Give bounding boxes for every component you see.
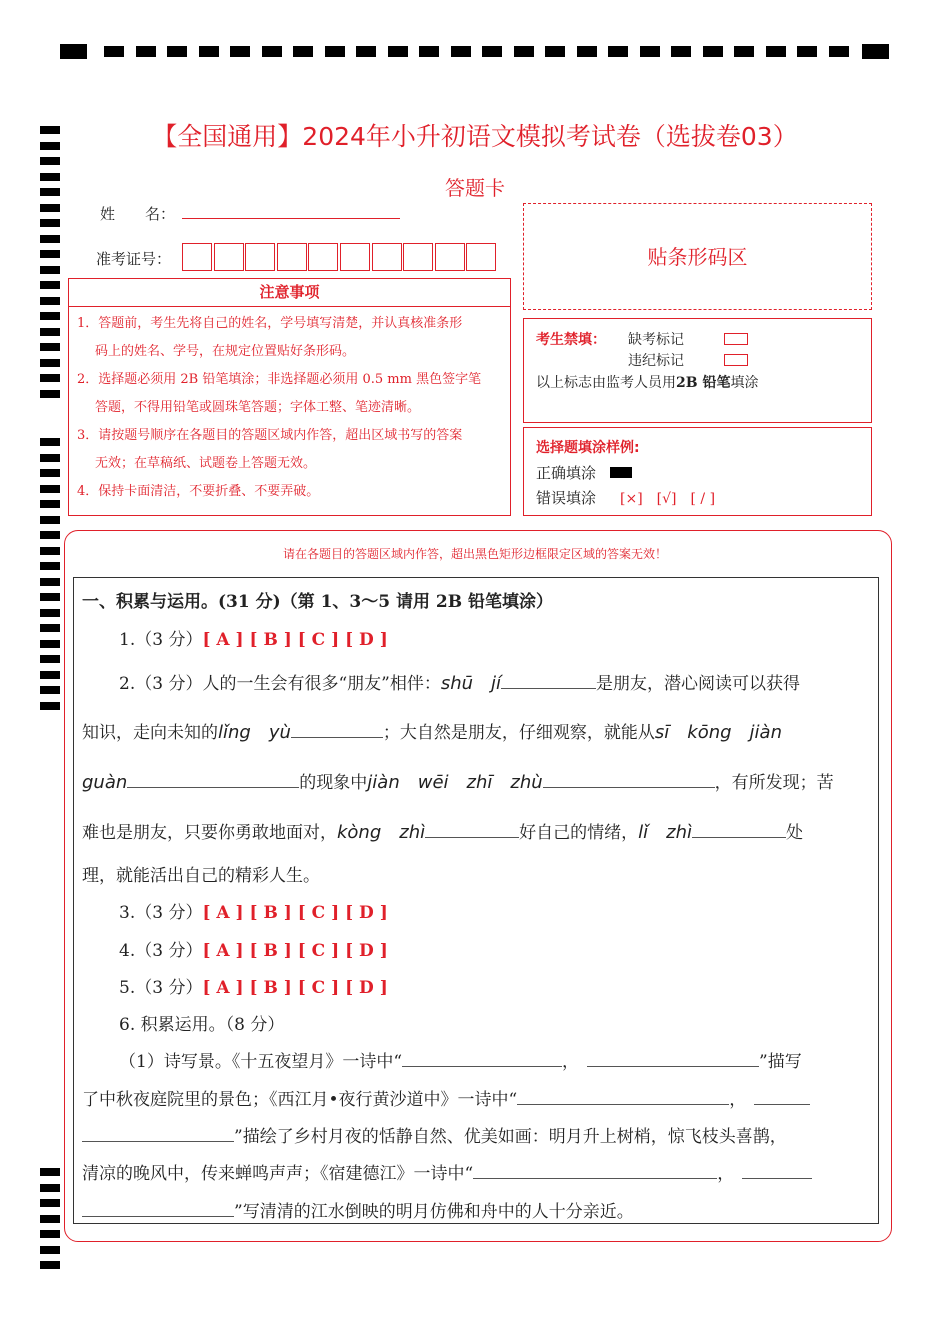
- blank-poem-6a[interactable]: [742, 1162, 812, 1179]
- blank-poem-2[interactable]: [587, 1050, 759, 1067]
- id-digit-cell[interactable]: [277, 243, 307, 271]
- alignment-tick: [40, 469, 60, 477]
- q3-options[interactable]: [ A ] [ B ] [ C ] [ D ]: [202, 903, 388, 923]
- alignment-tick: [419, 46, 439, 57]
- correct-fill-sample: [610, 467, 632, 478]
- q3-row: [119, 898, 388, 923]
- q2-text: 好自己的情绪，: [519, 823, 639, 843]
- violation-mark-box[interactable]: [724, 354, 748, 366]
- name-label: 姓 名：: [100, 205, 176, 223]
- alignment-tick: [104, 46, 124, 57]
- q2-text: 知识，走向未知的: [82, 723, 218, 743]
- q5-options[interactable]: [ A ] [ B ] [ C ] [ D ]: [202, 978, 388, 998]
- alignment-tick: [862, 44, 889, 59]
- id-digit-cell[interactable]: [245, 243, 275, 271]
- wrong-fill-samples: [×] [√] [ / ]: [620, 491, 716, 507]
- alignment-tick: [40, 655, 60, 663]
- alignment-tick: [545, 46, 565, 57]
- q2-line2: [82, 718, 782, 744]
- q2-text: 是朋友，潜心阅读可以获得: [596, 674, 801, 694]
- forbidden-note-bold: 2B 铅笔: [676, 375, 731, 391]
- wrong-label: 错误填涂: [536, 489, 597, 507]
- alignment-tick: [40, 516, 60, 524]
- alignment-tick: [356, 46, 376, 57]
- alignment-tick: [671, 46, 691, 57]
- alignment-tick: [40, 1184, 60, 1192]
- q6-label: 6. 积累运用。（8 分）: [119, 1015, 285, 1035]
- alignment-tick: [40, 281, 60, 289]
- blank-poem-3[interactable]: [517, 1088, 729, 1105]
- absent-mark-box[interactable]: [724, 333, 748, 345]
- forbidden-note-suffix: 填涂: [730, 375, 759, 391]
- q6-text: ”写清清的江水倒映的明月仿佛和舟中的人十分亲近。: [234, 1202, 634, 1222]
- sample-box: [523, 427, 872, 516]
- q6-text: ，: [729, 1090, 747, 1110]
- alignment-tick: [40, 250, 60, 258]
- alignment-tick: [514, 46, 534, 57]
- alignment-tick: [40, 297, 60, 305]
- blank-sikongjianguan[interactable]: [127, 771, 299, 788]
- alignment-tick: [40, 390, 60, 398]
- alignment-tick: [40, 578, 60, 586]
- pinyin-kongzhi: kòng zhì: [337, 822, 426, 843]
- alignment-tick: [40, 266, 60, 274]
- alignment-tick: [40, 500, 60, 508]
- q1-row: [119, 625, 388, 650]
- pinyin-guan: guàn: [82, 772, 128, 793]
- blank-poem-6b[interactable]: [82, 1200, 234, 1217]
- id-digit-cell[interactable]: [403, 243, 433, 271]
- notice-title: 注意事项: [259, 283, 320, 301]
- q3-label: 3.（3 分）: [119, 903, 203, 923]
- alignment-tick: [262, 46, 282, 57]
- alignment-tick: [766, 46, 786, 57]
- notice-line: 3．请按题号顺序在各题目的答题区域内作答，超出区域书写的答案: [77, 428, 463, 443]
- alignment-tick: [40, 593, 60, 601]
- q6-text: ，: [562, 1052, 580, 1072]
- alignment-tick: [40, 1168, 60, 1176]
- q2-line5: 理，就能活出自己的精彩人生。: [82, 866, 320, 886]
- name-field[interactable]: [182, 218, 400, 219]
- id-digit-cell[interactable]: [214, 243, 244, 271]
- alignment-tick: [40, 702, 60, 710]
- alignment-tick: [577, 46, 597, 57]
- alignment-tick: [797, 46, 817, 57]
- alignment-tick: [40, 485, 60, 493]
- forbidden-title: 考生禁填：: [536, 332, 606, 348]
- alignment-tick: [451, 46, 471, 57]
- violation-label: 违纪标记: [628, 353, 684, 369]
- alignment-tick: [40, 609, 60, 617]
- q2-text: 人的一生会有很多“朋友”相伴：: [202, 674, 441, 694]
- alignment-tick: [293, 46, 313, 57]
- q6-line5: [82, 1197, 634, 1222]
- page-title: 【全国通用】2024年小升初语文模拟考试卷（选拔卷03）: [152, 122, 798, 151]
- pinyin-sikongjianguan: sī kōng jiàn: [654, 722, 782, 743]
- notice-line: 2．选择题必须用 2B 铅笔填涂；非选择题必须用 0.5 mm 黑色签字笔: [77, 372, 482, 387]
- alignment-tick: [40, 1230, 60, 1238]
- alignment-tick: [40, 157, 60, 165]
- blank-poem-4a[interactable]: [754, 1088, 810, 1105]
- alignment-tick: [136, 46, 156, 57]
- q6-line4: [82, 1159, 812, 1184]
- id-digit-cell[interactable]: [182, 243, 212, 271]
- notice-line: 答题，不得用铅笔或圆珠笔答题；字体工整、笔迹清晰。: [95, 400, 421, 415]
- alignment-tick: [40, 562, 60, 570]
- q2-text: 处: [786, 823, 803, 843]
- alignment-tick: [40, 312, 60, 320]
- alignment-tick: [608, 46, 628, 57]
- q2-line1: [119, 669, 800, 695]
- q6-text: ”描写: [759, 1052, 802, 1072]
- alignment-tick: [40, 374, 60, 382]
- q4-options[interactable]: [ A ] [ B ] [ C ] [ D ]: [202, 941, 388, 961]
- blank-lingyu[interactable]: [291, 721, 383, 738]
- absent-label: 缺考标记: [628, 332, 684, 348]
- notice-line: 1．答题前，考生先将自己的姓名，学号填写清楚，并认真核准条形: [77, 316, 463, 331]
- alignment-tick: [40, 531, 60, 539]
- notice-title-box: [68, 278, 511, 307]
- id-digit-cell[interactable]: [308, 243, 338, 271]
- q6-text: ，: [717, 1164, 735, 1184]
- alignment-tick: [40, 1199, 60, 1207]
- pinyin-lingyu: lǐng yù: [218, 722, 291, 743]
- pinyin-jianweizhizhu: jiàn wēi zhī zhù: [367, 772, 543, 793]
- id-digit-cell[interactable]: [435, 243, 465, 271]
- alignment-tick: [167, 46, 187, 57]
- q2-line3: [82, 768, 834, 794]
- q6-line2: [82, 1085, 810, 1110]
- q4-row: [119, 936, 388, 961]
- barcode-area: [523, 203, 872, 310]
- alignment-tick: [40, 624, 60, 632]
- alignment-tick: [40, 686, 60, 694]
- q2-line4: [82, 818, 803, 844]
- notice-line: 无效；在草稿纸、试题卷上答题无效。: [95, 456, 317, 471]
- answer-area-warning: 请在各题目的答题区域内作答，超出黑色矩形边框限定区域的答案无效！: [282, 547, 667, 561]
- id-digit-cell[interactable]: [466, 243, 496, 271]
- alignment-tick: [40, 1246, 60, 1254]
- blank-poem-5[interactable]: [473, 1162, 717, 1179]
- forbidden-note-prefix: 以上标志由监考人员用: [536, 375, 676, 391]
- alignment-tick: [40, 343, 60, 351]
- alignment-tick: [40, 454, 60, 462]
- q2-text: 难也是朋友，只要你勇敢地面对，: [82, 823, 337, 843]
- alignment-tick: [40, 328, 60, 336]
- pinyin-lizhi: lǐ zhì: [638, 822, 692, 843]
- q6-line3: [82, 1122, 787, 1147]
- alignment-tick: [40, 671, 60, 679]
- q5-row: [119, 973, 388, 998]
- q2-text: 的现象中: [299, 773, 368, 793]
- alignment-tick: [734, 46, 754, 57]
- q1-options[interactable]: [ A ] [ B ] [ C ] [ D ]: [202, 630, 388, 650]
- blank-lizhi[interactable]: [692, 821, 786, 838]
- blank-shuji[interactable]: [501, 672, 596, 689]
- q6-text: 了中秋夜庭院里的景色；《西江月•夜行黄沙道中》一诗中“: [82, 1090, 518, 1110]
- answer-card-subtitle: 答题卡: [445, 176, 505, 200]
- id-digit-cell[interactable]: [372, 243, 402, 271]
- alignment-tick: [388, 46, 408, 57]
- notice-line: 4．保持卡面清洁，不要折叠、不要弄破。: [77, 484, 320, 499]
- q2-label: 2.（3 分）: [119, 674, 203, 694]
- alignment-tick: [230, 46, 250, 57]
- alignment-tick: [482, 46, 502, 57]
- q6-text: （1）诗写景。《十五夜望月》一诗中“: [119, 1052, 403, 1072]
- sample-title: 选择题填涂样例:: [536, 440, 640, 456]
- id-digit-cell[interactable]: [340, 243, 370, 271]
- alignment-tick: [40, 1261, 60, 1269]
- blank-jianweizhizhu[interactable]: [543, 771, 715, 788]
- blank-poem-4b[interactable]: [82, 1125, 234, 1142]
- alignment-tick: [40, 1215, 60, 1223]
- q6-text: 清凉的晚风中，传来蝉鸣声声；《宿建德江》一诗中“: [82, 1164, 474, 1184]
- alignment-tick: [40, 219, 60, 227]
- q4-label: 4.（3 分）: [119, 941, 203, 961]
- forbidden-box: [523, 318, 872, 423]
- alignment-tick: [60, 44, 87, 59]
- pinyin-shuji: shū jí: [440, 673, 502, 694]
- q2-text: ；大自然是朋友，仔细观察，就能从: [382, 723, 655, 743]
- barcode-label: 贴条形码区: [647, 245, 748, 269]
- alignment-tick: [640, 46, 660, 57]
- alignment-tick: [829, 46, 849, 57]
- alignment-tick: [703, 46, 723, 57]
- q6-text: ”描绘了乡村月夜的恬静自然、优美如画：明月升上树梢，惊飞枝头喜鹊，: [234, 1127, 787, 1147]
- alignment-tick: [40, 235, 60, 243]
- alignment-tick: [40, 640, 60, 648]
- q2-text: ，有所发现；苦: [714, 773, 834, 793]
- alignment-tick: [325, 46, 345, 57]
- alignment-tick: [40, 438, 60, 446]
- alignment-tick: [199, 46, 219, 57]
- alignment-tick: [40, 204, 60, 212]
- q6-line1: [119, 1047, 802, 1072]
- id-label: 准考证号：: [96, 250, 172, 268]
- blank-poem-1[interactable]: [402, 1050, 562, 1067]
- blank-kongzhi[interactable]: [425, 821, 519, 838]
- q5-label: 5.（3 分）: [119, 978, 203, 998]
- section1-heading: 一、积累与运用。(31 分)（第 1、3～5 请用 2B 铅笔填涂）: [82, 592, 554, 612]
- alignment-tick: [40, 359, 60, 367]
- correct-label: 正确填涂: [536, 464, 597, 482]
- q1-label: 1.（3 分）: [119, 630, 203, 650]
- notice-box: [68, 306, 511, 516]
- forbidden-note: [536, 372, 758, 392]
- notice-line: 码上的姓名、学号，在规定位置贴好条形码。: [95, 344, 356, 359]
